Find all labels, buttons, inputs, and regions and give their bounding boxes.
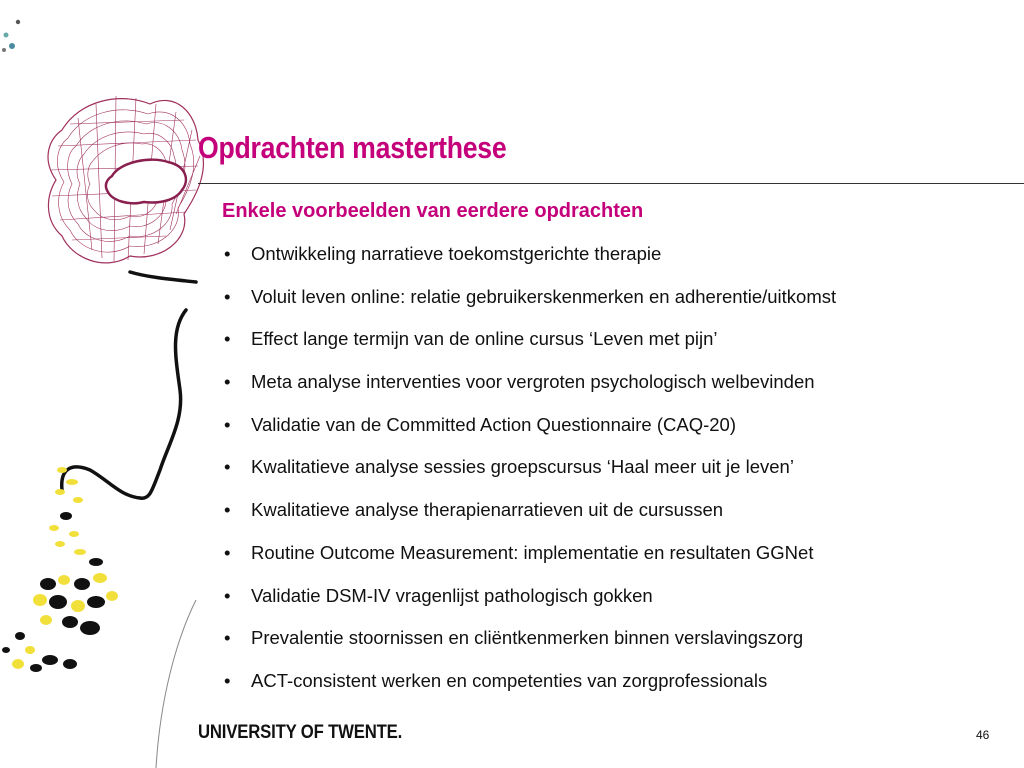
bullet-icon: •	[224, 627, 231, 649]
list-item-text: Kwalitatieve analyse sessies groepscursus ‘Haal meer uit je leven’	[251, 456, 794, 478]
bullet-icon: •	[224, 243, 231, 264]
list-item	[222, 582, 836, 625]
list-item	[222, 496, 836, 539]
top-corner-marks	[2, 20, 20, 52]
list-item	[222, 325, 836, 368]
bullet-icon: •	[224, 584, 231, 606]
list-item-text: Ontwikkeling narratieve toekomstgerichte therapie	[251, 243, 662, 264]
decorative-artwork	[0, 0, 220, 768]
list-item	[222, 240, 836, 283]
list-item-text: Routine Outcome Measurement: implementatie en resultaten GGNet	[251, 541, 814, 563]
title-divider	[198, 183, 1024, 184]
bullet-icon: •	[224, 371, 231, 393]
dot-cluster	[2, 467, 118, 672]
bullet-icon: •	[224, 669, 231, 691]
university-logo: UNIVERSITY OF TWENTE.	[198, 722, 403, 743]
bullet-icon: •	[224, 413, 231, 435]
flowing-curve-thin	[156, 600, 196, 768]
list-item-text: Validatie van de Committed Action Questionnaire (CAQ-20)	[251, 413, 737, 435]
assignment-list	[222, 240, 836, 710]
page-title: Opdrachten masterthese	[198, 130, 507, 165]
list-item	[222, 624, 836, 667]
bullet-icon: •	[224, 456, 231, 478]
mesh-blob-hole	[106, 160, 186, 204]
list-item	[222, 368, 836, 411]
bullet-icon: •	[224, 285, 231, 307]
list-item	[222, 667, 836, 710]
page-number: 46	[976, 728, 990, 742]
list-item-text: ACT-consistent werken en competenties van zorgprofessionals	[251, 669, 768, 691]
list-item	[222, 453, 836, 496]
bullet-icon: •	[224, 499, 231, 521]
list-item-text: Validatie DSM-IV vragenlijst pathologisch gokken	[251, 584, 653, 606]
list-item	[222, 411, 836, 454]
flowing-curve	[62, 272, 196, 498]
section-subtitle: Enkele voorbeelden van eerdere opdrachten	[222, 200, 644, 222]
bullet-icon: •	[224, 328, 231, 350]
list-item	[222, 539, 836, 582]
list-item-text: Voluit leven online: relatie gebruikerskenmerken en adherentie/uitkomst	[251, 285, 837, 307]
bullet-icon: •	[224, 541, 231, 563]
list-item-text: Kwalitatieve analyse therapienarratieven uit de cursussen	[251, 499, 724, 521]
list-item	[222, 283, 836, 326]
list-item-text: Effect lange termijn van de online cursus ‘Leven met pijn’	[251, 328, 718, 350]
list-item-text: Meta analyse interventies voor vergroten psychologisch welbevinden	[251, 371, 815, 393]
list-item-text: Prevalentie stoornissen en cliëntkenmerken binnen verslavingszorg	[251, 627, 804, 649]
